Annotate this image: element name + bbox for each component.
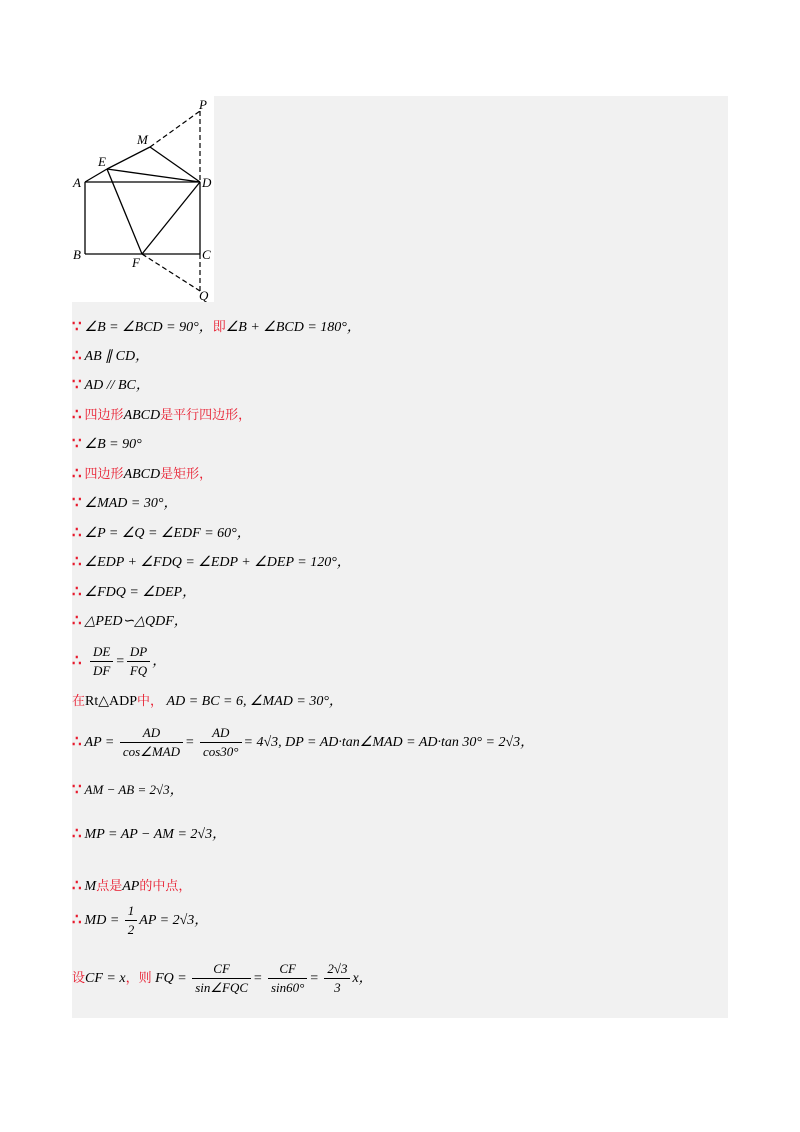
fraction: $\frac{DP}{FQ}$	[127, 643, 150, 680]
fraction: $\frac{DE}{DF}$	[90, 643, 113, 680]
punct: ，	[198, 320, 213, 335]
text-red: 是平行四边形，	[160, 408, 252, 423]
math-expr: AP	[122, 879, 140, 894]
math-expr: AD // BC	[84, 378, 136, 393]
step-line-11	[72, 609, 188, 633]
math-expr: ABCD	[123, 408, 161, 423]
step-line-14: ∴ AP = $\frac{AD}{\text{cos∠MAD}}$ = $\frac{AD}{\cos 30^\circ}$ = 4√3, DP = AD·tan∠MAD = AD·tan 30° = 2√3，	[72, 725, 535, 760]
math-expr: CF = x	[85, 971, 126, 986]
label-C: C	[202, 247, 211, 262]
label-P: P	[199, 97, 207, 112]
text-red: 即	[212, 320, 226, 335]
segment-AE	[85, 169, 107, 182]
math-expr: ∠B = 90°	[84, 437, 142, 452]
math-expr: ABCD	[123, 467, 161, 482]
step-line-17	[72, 874, 191, 898]
fraction: $\frac{1}{2}$	[125, 902, 138, 939]
punct: ，	[169, 783, 184, 798]
step-line-9	[72, 550, 351, 574]
label-F: F	[132, 255, 140, 270]
math-expr: ∠B = ∠BCD = 90°	[84, 320, 199, 335]
text-red: ，则	[125, 971, 152, 986]
punct: ，	[236, 526, 251, 541]
label-A: A	[73, 175, 81, 190]
punct: ，	[358, 971, 373, 986]
math-expr: AB ∥ CD	[84, 349, 136, 364]
punct: ，	[194, 913, 209, 928]
step-line-5	[72, 432, 142, 456]
geometry-diagram	[72, 96, 214, 302]
segment-ED	[107, 169, 200, 182]
therefore-symbol: ∴	[72, 878, 82, 894]
label-B: B	[73, 247, 81, 262]
text-red: 是矩形，	[160, 467, 213, 482]
step-line-8	[72, 521, 251, 545]
because-symbol: ∵	[72, 319, 82, 335]
step-line-3	[72, 373, 150, 397]
label-E: E	[98, 154, 106, 169]
segment-EM	[107, 147, 150, 169]
therefore-symbol: ∴	[72, 613, 82, 629]
punct: ，	[336, 555, 351, 570]
step-line-10	[72, 580, 196, 604]
therefore-symbol: ∴	[72, 653, 82, 669]
therefore-symbol: ∴	[72, 734, 82, 750]
geometry-figure	[72, 96, 214, 302]
therefore-symbol: ∴	[72, 826, 82, 842]
math-expr: AD = BC = 6, ∠MAD = 30°	[166, 694, 329, 709]
segment-MD	[150, 147, 200, 182]
fraction: $\frac{AD}{\cos 30^\circ}$	[200, 724, 242, 761]
because-symbol: ∵	[72, 495, 82, 511]
step-line-6	[72, 462, 212, 486]
dashed-FQ	[142, 254, 200, 291]
text-red: 点是	[96, 879, 123, 894]
math-expr: ∠MAD = 30°	[84, 496, 164, 511]
because-symbol: ∵	[72, 377, 82, 393]
fraction: $\frac{CF}{\text{sin∠FQC}}$	[192, 960, 251, 997]
punct: ，	[135, 349, 150, 364]
therefore-symbol: ∴	[72, 466, 82, 482]
label-Q: Q	[199, 288, 209, 302]
text-red: 四边形	[84, 467, 124, 482]
therefore-symbol: ∴	[72, 525, 82, 541]
punct: ，	[163, 496, 178, 511]
step-line-16	[72, 822, 226, 846]
punct: ，	[212, 827, 227, 842]
math-expr: ∠P = ∠Q = ∠EDF = 60°	[84, 526, 237, 541]
step-line-15	[72, 778, 184, 802]
math-expr: AP = 2√3	[139, 913, 195, 928]
step-line-2	[72, 344, 149, 368]
text-red: 中，	[137, 694, 164, 709]
math-expr: △PED∽△QDF	[84, 614, 174, 629]
step-line-7	[72, 491, 177, 515]
text-red: 在	[72, 694, 86, 709]
because-symbol: ∵	[72, 782, 82, 798]
math-expr: ∠FDQ = ∠DEP	[84, 585, 183, 600]
math-expr: MP = AP − AM = 2√3	[84, 827, 213, 842]
text-red: 的中点，	[139, 879, 192, 894]
therefore-symbol: ∴	[72, 912, 82, 928]
punct: ，	[328, 694, 343, 709]
punct: ，	[152, 654, 167, 669]
math-expr: AM − AB = 2√3	[84, 782, 170, 797]
fraction: $\frac{CF}{\sin 60^\circ}$	[268, 960, 307, 997]
step-line-19: 设CF = x，则 FQ = $\frac{CF}{\text{sin∠FQC}}$ = $\frac{CF}{\sin 60^\circ}$ = $\frac{2√3}{3}$ x，	[72, 961, 373, 996]
punct: ，	[182, 585, 197, 600]
therefore-symbol: ∴	[72, 584, 82, 600]
dashed-MP	[150, 111, 200, 147]
step-line-13	[72, 690, 343, 714]
therefore-symbol: ∴	[72, 407, 82, 423]
step-line-1	[72, 315, 361, 339]
step-line-12: ∴ $\frac{DE}{DF}$ = $\frac{DP}{FQ}$ ，	[72, 644, 167, 679]
therefore-symbol: ∴	[72, 348, 82, 364]
punct: ，	[173, 614, 188, 629]
segment-FD	[142, 182, 200, 254]
label-M: M	[137, 132, 148, 147]
math-expr: M	[84, 879, 97, 894]
step-line-18: ∴ MD = $\frac{1}{2}$ AP = 2√3，	[72, 903, 209, 938]
therefore-symbol: ∴	[72, 554, 82, 570]
solution-panel	[72, 96, 728, 1018]
step-line-4	[72, 403, 251, 427]
label-D: D	[202, 175, 212, 190]
because-symbol: ∵	[72, 436, 82, 452]
punct: ，	[346, 320, 361, 335]
fraction: $\frac{2√3}{3}$	[324, 960, 350, 997]
text-red: 设	[72, 971, 86, 986]
math-expr: = 4√3, DP = AD·tan∠MAD = AD·tan 30° = 2√3	[243, 735, 521, 750]
fraction: $\frac{AD}{\text{cos∠MAD}}$	[120, 724, 183, 761]
punct: ，	[520, 735, 535, 750]
math-expr: ∠B + ∠BCD = 180°	[225, 320, 347, 335]
math-expr: Rt△ADP	[85, 694, 138, 709]
text-red: 四边形	[84, 408, 124, 423]
punct: ，	[135, 378, 150, 393]
math-expr: ∠EDP + ∠FDQ = ∠EDP + ∠DEP = 120°	[84, 555, 337, 570]
